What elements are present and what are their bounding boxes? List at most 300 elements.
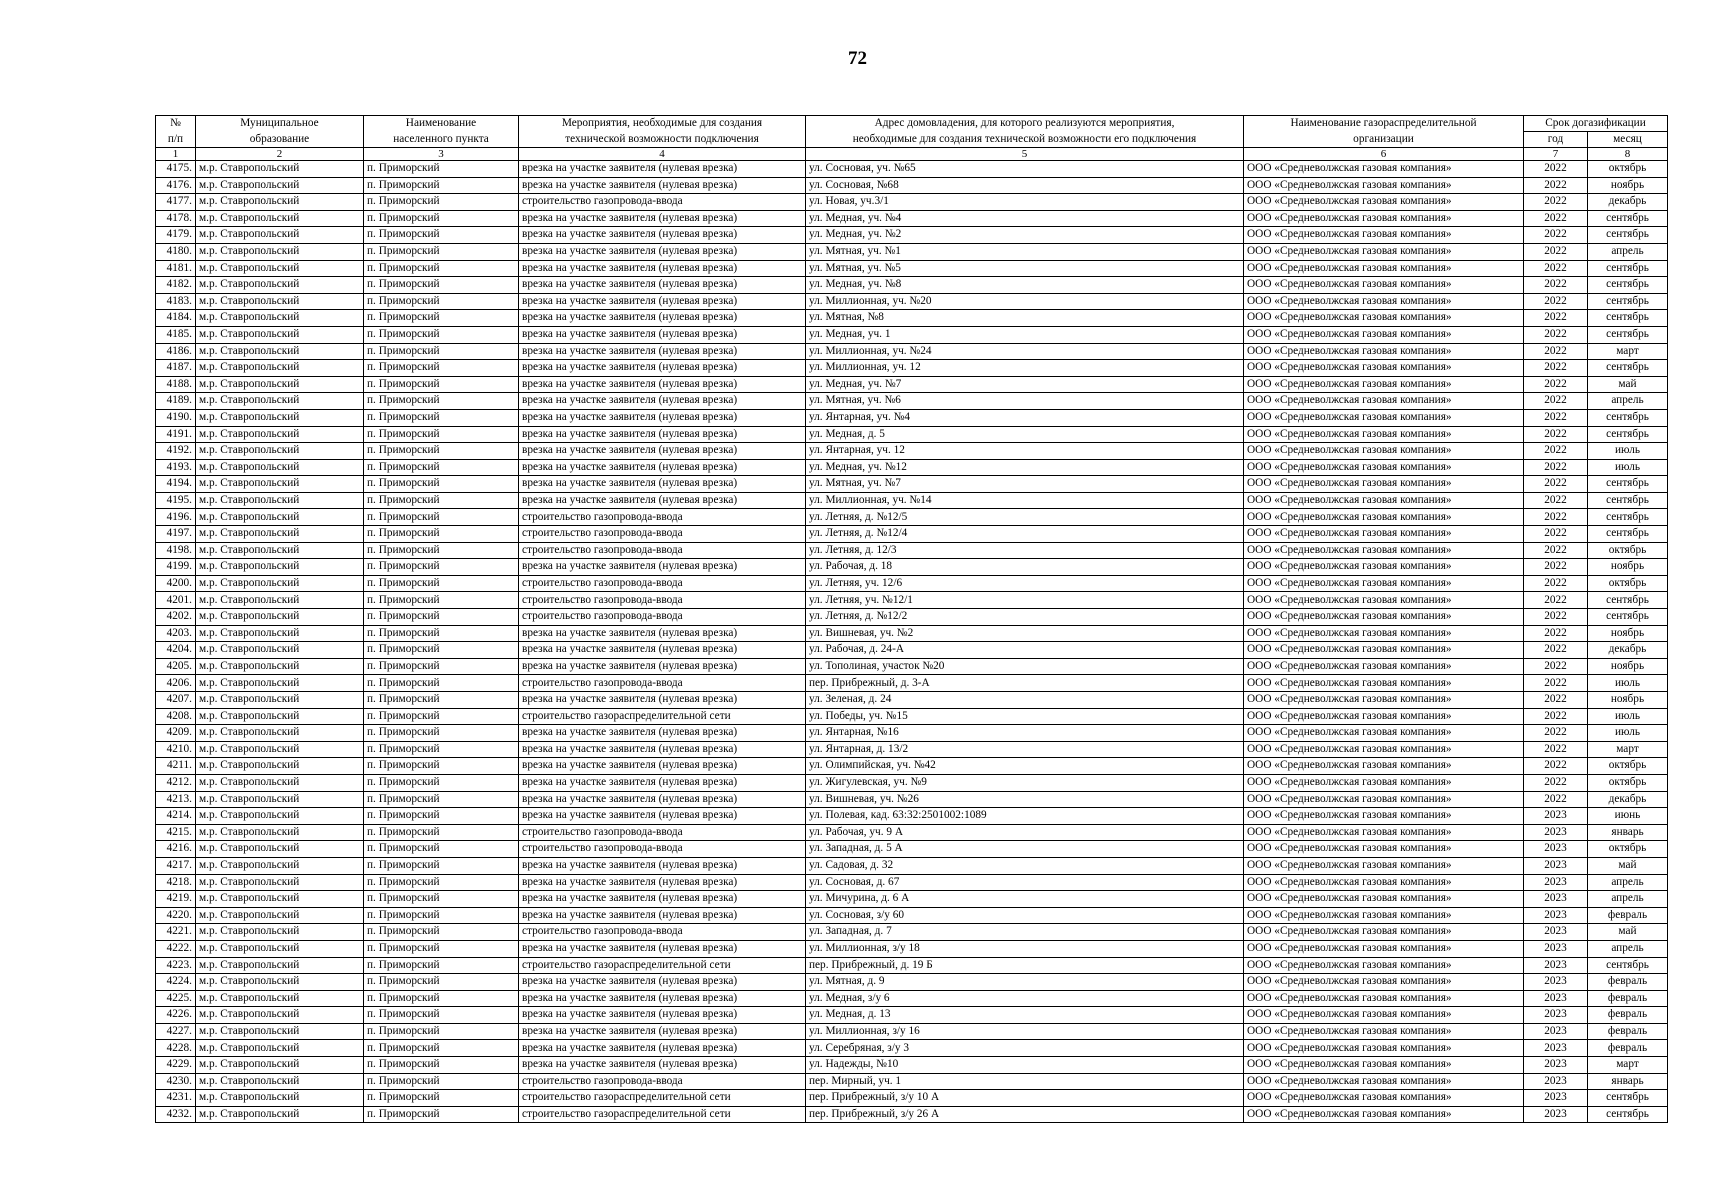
settlement-cell: п. Приморский bbox=[364, 642, 519, 659]
row-number: 4184. bbox=[156, 310, 196, 327]
settlement-cell: п. Приморский bbox=[364, 559, 519, 576]
settlement-cell: п. Приморский bbox=[364, 824, 519, 841]
address-cell: ул. Садовая, д. 32 bbox=[806, 857, 1244, 874]
organization-cell: ООО «Средневолжская газовая компания» bbox=[1244, 293, 1524, 310]
measure-cell: строительство газопровода-ввода bbox=[519, 575, 806, 592]
address-cell: ул. Зеленая, д. 24 bbox=[806, 692, 1244, 709]
row-number: 4206. bbox=[156, 675, 196, 692]
municipality-cell: м.р. Ставропольский bbox=[196, 376, 364, 393]
organization-cell: ООО «Средневолжская газовая компания» bbox=[1244, 974, 1524, 991]
municipality-cell: м.р. Ставропольский bbox=[196, 708, 364, 725]
table-row bbox=[156, 393, 1668, 410]
table-row bbox=[156, 277, 1668, 294]
year-cell: 2022 bbox=[1524, 409, 1588, 426]
municipality-cell: м.р. Ставропольский bbox=[196, 791, 364, 808]
measure-cell: врезка на участке заявителя (нулевая врезка) bbox=[519, 393, 806, 410]
organization-cell: ООО «Средневолжская газовая компания» bbox=[1244, 857, 1524, 874]
year-cell: 2022 bbox=[1524, 227, 1588, 244]
address-cell: ул. Вишневая, уч. №2 bbox=[806, 625, 1244, 642]
row-number: 4187. bbox=[156, 360, 196, 377]
year-cell: 2022 bbox=[1524, 310, 1588, 327]
settlement-cell: п. Приморский bbox=[364, 841, 519, 858]
municipality-cell: м.р. Ставропольский bbox=[196, 675, 364, 692]
settlement-cell: п. Приморский bbox=[364, 1106, 519, 1123]
municipality-cell: м.р. Ставропольский bbox=[196, 210, 364, 227]
address-cell: пер. Прибрежный, з/у 26 А bbox=[806, 1106, 1244, 1123]
measure-cell: строительство газопровода-ввода bbox=[519, 592, 806, 609]
table-row bbox=[156, 592, 1668, 609]
measure-cell: врезка на участке заявителя (нулевая врезка) bbox=[519, 243, 806, 260]
table-row bbox=[156, 957, 1668, 974]
year-cell: 2023 bbox=[1524, 1057, 1588, 1074]
month-cell: февраль bbox=[1588, 1007, 1668, 1024]
settlement-cell: п. Приморский bbox=[364, 1007, 519, 1024]
year-cell: 2023 bbox=[1524, 1073, 1588, 1090]
month-cell: февраль bbox=[1588, 907, 1668, 924]
year-cell: 2022 bbox=[1524, 675, 1588, 692]
municipality-cell: м.р. Ставропольский bbox=[196, 758, 364, 775]
municipality-cell: м.р. Ставропольский bbox=[196, 725, 364, 742]
table-row bbox=[156, 741, 1668, 758]
measure-cell: врезка на участке заявителя (нулевая врезка) bbox=[519, 177, 806, 194]
organization-cell: ООО «Средневолжская газовая компания» bbox=[1244, 1023, 1524, 1040]
organization-cell: ООО «Средневолжская газовая компания» bbox=[1244, 708, 1524, 725]
table-row bbox=[156, 575, 1668, 592]
row-number: 4182. bbox=[156, 277, 196, 294]
organization-cell: ООО «Средневолжская газовая компания» bbox=[1244, 343, 1524, 360]
address-cell: ул. Медная, з/у 6 bbox=[806, 990, 1244, 1007]
organization-cell: ООО «Средневолжская газовая компания» bbox=[1244, 243, 1524, 260]
address-cell: ул. Западная, д. 7 bbox=[806, 924, 1244, 941]
measure-cell: врезка на участке заявителя (нулевая врезка) bbox=[519, 974, 806, 991]
month-cell: февраль bbox=[1588, 1040, 1668, 1057]
organization-cell: ООО «Средневолжская газовая компания» bbox=[1244, 459, 1524, 476]
address-cell: ул. Летняя, д. 12/3 bbox=[806, 542, 1244, 559]
settlement-cell: п. Приморский bbox=[364, 210, 519, 227]
table-row bbox=[156, 293, 1668, 310]
municipality-cell: м.р. Ставропольский bbox=[196, 343, 364, 360]
table-row bbox=[156, 891, 1668, 908]
row-number: 4218. bbox=[156, 874, 196, 891]
table-row bbox=[156, 1023, 1668, 1040]
month-cell: сентябрь bbox=[1588, 260, 1668, 277]
month-cell: май bbox=[1588, 924, 1668, 941]
table-row bbox=[156, 326, 1668, 343]
settlement-cell: п. Приморский bbox=[364, 409, 519, 426]
column-number: 3 bbox=[364, 148, 519, 161]
month-cell: сентябрь bbox=[1588, 426, 1668, 443]
table-row bbox=[156, 360, 1668, 377]
address-cell: ул. Медная, д. 13 bbox=[806, 1007, 1244, 1024]
month-cell: октябрь bbox=[1588, 774, 1668, 791]
row-number: 4225. bbox=[156, 990, 196, 1007]
row-number: 4179. bbox=[156, 227, 196, 244]
year-cell: 2023 bbox=[1524, 824, 1588, 841]
settlement-cell: п. Приморский bbox=[364, 692, 519, 709]
settlement-cell: п. Приморский bbox=[364, 990, 519, 1007]
municipality-cell: м.р. Ставропольский bbox=[196, 526, 364, 543]
municipality-cell: м.р. Ставропольский bbox=[196, 1106, 364, 1123]
table-row bbox=[156, 509, 1668, 526]
address-cell: ул. Янтарная, уч. №4 bbox=[806, 409, 1244, 426]
municipality-cell: м.р. Ставропольский bbox=[196, 177, 364, 194]
year-cell: 2023 bbox=[1524, 1106, 1588, 1123]
table-row bbox=[156, 310, 1668, 327]
year-cell: 2022 bbox=[1524, 194, 1588, 211]
measure-cell: строительство газораспределительной сети bbox=[519, 957, 806, 974]
row-number: 4228. bbox=[156, 1040, 196, 1057]
municipality-cell: м.р. Ставропольский bbox=[196, 907, 364, 924]
municipality-cell: м.р. Ставропольский bbox=[196, 161, 364, 178]
organization-cell: ООО «Средневолжская газовая компания» bbox=[1244, 609, 1524, 626]
organization-cell: ООО «Средневолжская газовая компания» bbox=[1244, 1040, 1524, 1057]
organization-cell: ООО «Средневолжская газовая компания» bbox=[1244, 808, 1524, 825]
municipality-cell: м.р. Ставропольский bbox=[196, 1073, 364, 1090]
year-cell: 2022 bbox=[1524, 542, 1588, 559]
address-cell: ул. Олимпийская, уч. №42 bbox=[806, 758, 1244, 775]
table-row bbox=[156, 260, 1668, 277]
year-cell: 2023 bbox=[1524, 990, 1588, 1007]
municipality-cell: м.р. Ставропольский bbox=[196, 243, 364, 260]
municipality-cell: м.р. Ставропольский bbox=[196, 1023, 364, 1040]
month-cell: сентябрь bbox=[1588, 592, 1668, 609]
settlement-cell: п. Приморский bbox=[364, 1057, 519, 1074]
address-cell: ул. Сосновая, д. 67 bbox=[806, 874, 1244, 891]
measure-cell: врезка на участке заявителя (нулевая врезка) bbox=[519, 277, 806, 294]
year-cell: 2023 bbox=[1524, 940, 1588, 957]
table-row bbox=[156, 758, 1668, 775]
month-cell: май bbox=[1588, 376, 1668, 393]
organization-cell: ООО «Средневолжская газовая компания» bbox=[1244, 957, 1524, 974]
month-cell: октябрь bbox=[1588, 575, 1668, 592]
measure-cell: строительство газораспределительной сети bbox=[519, 1106, 806, 1123]
year-cell: 2022 bbox=[1524, 343, 1588, 360]
table-row bbox=[156, 177, 1668, 194]
settlement-cell: п. Приморский bbox=[364, 426, 519, 443]
address-cell: ул. Миллионная, з/у 16 bbox=[806, 1023, 1244, 1040]
measure-cell: врезка на участке заявителя (нулевая врезка) bbox=[519, 1007, 806, 1024]
settlement-cell: п. Приморский bbox=[364, 459, 519, 476]
address-cell: ул. Медная, уч. №8 bbox=[806, 277, 1244, 294]
column-number: 8 bbox=[1588, 148, 1668, 161]
measure-cell: строительство газопровода-ввода bbox=[519, 841, 806, 858]
header-col-num-line2: п/п bbox=[156, 132, 196, 148]
table-body bbox=[156, 161, 1668, 1123]
table-row bbox=[156, 1040, 1668, 1057]
municipality-cell: м.р. Ставропольский bbox=[196, 1040, 364, 1057]
municipality-cell: м.р. Ставропольский bbox=[196, 443, 364, 460]
settlement-cell: п. Приморский bbox=[364, 509, 519, 526]
settlement-cell: п. Приморский bbox=[364, 293, 519, 310]
row-number: 4188. bbox=[156, 376, 196, 393]
settlement-cell: п. Приморский bbox=[364, 675, 519, 692]
measure-cell: врезка на участке заявителя (нулевая врезка) bbox=[519, 409, 806, 426]
year-cell: 2022 bbox=[1524, 177, 1588, 194]
settlement-cell: п. Приморский bbox=[364, 492, 519, 509]
year-cell: 2022 bbox=[1524, 791, 1588, 808]
measure-cell: врезка на участке заявителя (нулевая врезка) bbox=[519, 1040, 806, 1057]
month-cell: сентябрь bbox=[1588, 1106, 1668, 1123]
municipality-cell: м.р. Ставропольский bbox=[196, 609, 364, 626]
settlement-cell: п. Приморский bbox=[364, 326, 519, 343]
municipality-cell: м.р. Ставропольский bbox=[196, 957, 364, 974]
settlement-cell: п. Приморский bbox=[364, 974, 519, 991]
address-cell: пер. Прибрежный, д. 19 Б bbox=[806, 957, 1244, 974]
row-number: 4180. bbox=[156, 243, 196, 260]
measure-cell: врезка на участке заявителя (нулевая врезка) bbox=[519, 459, 806, 476]
month-cell: февраль bbox=[1588, 1023, 1668, 1040]
organization-cell: ООО «Средневолжская газовая компания» bbox=[1244, 360, 1524, 377]
table-row bbox=[156, 459, 1668, 476]
year-cell: 2022 bbox=[1524, 426, 1588, 443]
year-cell: 2022 bbox=[1524, 625, 1588, 642]
year-cell: 2023 bbox=[1524, 907, 1588, 924]
table-row bbox=[156, 708, 1668, 725]
settlement-cell: п. Приморский bbox=[364, 957, 519, 974]
gasification-table bbox=[155, 115, 1668, 1123]
organization-cell: ООО «Средневолжская газовая компания» bbox=[1244, 758, 1524, 775]
municipality-cell: м.р. Ставропольский bbox=[196, 1007, 364, 1024]
address-cell: пер. Прибрежный, з/у 10 А bbox=[806, 1090, 1244, 1107]
month-cell: декабрь bbox=[1588, 642, 1668, 659]
table-row bbox=[156, 194, 1668, 211]
table-header bbox=[156, 116, 1668, 161]
year-cell: 2022 bbox=[1524, 692, 1588, 709]
municipality-cell: м.р. Ставропольский bbox=[196, 658, 364, 675]
organization-cell: ООО «Средневолжская газовая компания» bbox=[1244, 625, 1524, 642]
settlement-cell: п. Приморский bbox=[364, 376, 519, 393]
settlement-cell: п. Приморский bbox=[364, 625, 519, 642]
row-number: 4185. bbox=[156, 326, 196, 343]
header-col-year: год bbox=[1524, 132, 1588, 148]
organization-cell: ООО «Средневолжская газовая компания» bbox=[1244, 891, 1524, 908]
settlement-cell: п. Приморский bbox=[364, 891, 519, 908]
year-cell: 2023 bbox=[1524, 1023, 1588, 1040]
address-cell: ул. Летняя, д. №12/4 bbox=[806, 526, 1244, 543]
municipality-cell: м.р. Ставропольский bbox=[196, 409, 364, 426]
address-cell: ул. Рабочая, д. 24-А bbox=[806, 642, 1244, 659]
organization-cell: ООО «Средневолжская газовая компания» bbox=[1244, 310, 1524, 327]
organization-cell: ООО «Средневолжская газовая компания» bbox=[1244, 161, 1524, 178]
address-cell: ул. Западная, д. 5 А bbox=[806, 841, 1244, 858]
page-number: 72 bbox=[848, 48, 867, 69]
header-col-organization: Наименование газораспределительной bbox=[1244, 116, 1524, 132]
row-number: 4190. bbox=[156, 409, 196, 426]
column-number: 2 bbox=[196, 148, 364, 161]
address-cell: ул. Мятная, уч. №1 bbox=[806, 243, 1244, 260]
address-cell: ул. Миллионная, уч. №20 bbox=[806, 293, 1244, 310]
table-row bbox=[156, 642, 1668, 659]
row-number: 4229. bbox=[156, 1057, 196, 1074]
year-cell: 2022 bbox=[1524, 260, 1588, 277]
row-number: 4224. bbox=[156, 974, 196, 991]
row-number: 4201. bbox=[156, 592, 196, 609]
address-cell: пер. Мирный, уч. 1 bbox=[806, 1073, 1244, 1090]
table-row bbox=[156, 658, 1668, 675]
settlement-cell: п. Приморский bbox=[364, 277, 519, 294]
organization-cell: ООО «Средневолжская газовая компания» bbox=[1244, 741, 1524, 758]
measure-cell: врезка на участке заявителя (нулевая врезка) bbox=[519, 310, 806, 327]
month-cell: сентябрь bbox=[1588, 476, 1668, 493]
year-cell: 2022 bbox=[1524, 642, 1588, 659]
row-number: 4200. bbox=[156, 575, 196, 592]
address-cell: ул. Победы, уч. №15 bbox=[806, 708, 1244, 725]
address-cell: ул. Янтарная, уч. 12 bbox=[806, 443, 1244, 460]
municipality-cell: м.р. Ставропольский bbox=[196, 857, 364, 874]
month-cell: март bbox=[1588, 1057, 1668, 1074]
row-number: 4226. bbox=[156, 1007, 196, 1024]
organization-cell: ООО «Средневолжская газовая компания» bbox=[1244, 824, 1524, 841]
address-cell: ул. Мятная, уч. №6 bbox=[806, 393, 1244, 410]
measure-cell: врезка на участке заявителя (нулевая врезка) bbox=[519, 741, 806, 758]
table-row bbox=[156, 857, 1668, 874]
organization-cell: ООО «Средневолжская газовая компания» bbox=[1244, 1057, 1524, 1074]
municipality-cell: м.р. Ставропольский bbox=[196, 310, 364, 327]
settlement-cell: п. Приморский bbox=[364, 227, 519, 244]
address-cell: ул. Сосновая, уч. №65 bbox=[806, 161, 1244, 178]
municipality-cell: м.р. Ставропольский bbox=[196, 1090, 364, 1107]
organization-cell: ООО «Средневолжская газовая компания» bbox=[1244, 277, 1524, 294]
row-number: 4177. bbox=[156, 194, 196, 211]
measure-cell: врезка на участке заявителя (нулевая врезка) bbox=[519, 774, 806, 791]
measure-cell: строительство газопровода-ввода bbox=[519, 194, 806, 211]
table-row bbox=[156, 808, 1668, 825]
table-row bbox=[156, 243, 1668, 260]
address-cell: ул. Жигулевская, уч. №9 bbox=[806, 774, 1244, 791]
measure-cell: строительство газораспределительной сети bbox=[519, 1090, 806, 1107]
month-cell: апрель bbox=[1588, 393, 1668, 410]
table-row bbox=[156, 1007, 1668, 1024]
municipality-cell: м.р. Ставропольский bbox=[196, 194, 364, 211]
table-row bbox=[156, 1073, 1668, 1090]
measure-cell: врезка на участке заявителя (нулевая врезка) bbox=[519, 874, 806, 891]
month-cell: апрель bbox=[1588, 243, 1668, 260]
year-cell: 2022 bbox=[1524, 161, 1588, 178]
organization-cell: ООО «Средневолжская газовая компания» bbox=[1244, 542, 1524, 559]
table-row bbox=[156, 426, 1668, 443]
organization-cell: ООО «Средневолжская газовая компания» bbox=[1244, 725, 1524, 742]
address-cell: ул. Рабочая, уч. 9 А bbox=[806, 824, 1244, 841]
municipality-cell: м.р. Ставропольский bbox=[196, 891, 364, 908]
measure-cell: строительство газопровода-ввода bbox=[519, 526, 806, 543]
table-row bbox=[156, 990, 1668, 1007]
measure-cell: врезка на участке заявителя (нулевая врезка) bbox=[519, 940, 806, 957]
row-number: 4232. bbox=[156, 1106, 196, 1123]
month-cell: сентябрь bbox=[1588, 293, 1668, 310]
table-row bbox=[156, 210, 1668, 227]
address-cell: ул. Миллионная, уч. №14 bbox=[806, 492, 1244, 509]
header-col-settlement-line2: населенного пункта bbox=[364, 132, 519, 148]
header-col-measures: Мероприятия, необходимые для создания bbox=[519, 116, 806, 132]
row-number: 4204. bbox=[156, 642, 196, 659]
month-cell: сентябрь bbox=[1588, 409, 1668, 426]
municipality-cell: м.р. Ставропольский bbox=[196, 277, 364, 294]
month-cell: июль bbox=[1588, 675, 1668, 692]
settlement-cell: п. Приморский bbox=[364, 741, 519, 758]
settlement-cell: п. Приморский bbox=[364, 194, 519, 211]
measure-cell: врезка на участке заявителя (нулевая врезка) bbox=[519, 642, 806, 659]
year-cell: 2022 bbox=[1524, 774, 1588, 791]
month-cell: июнь bbox=[1588, 808, 1668, 825]
row-number: 4220. bbox=[156, 907, 196, 924]
settlement-cell: п. Приморский bbox=[364, 874, 519, 891]
organization-cell: ООО «Средневолжская газовая компания» bbox=[1244, 692, 1524, 709]
table-row bbox=[156, 974, 1668, 991]
table-row bbox=[156, 791, 1668, 808]
settlement-cell: п. Приморский bbox=[364, 592, 519, 609]
municipality-cell: м.р. Ставропольский bbox=[196, 824, 364, 841]
municipality-cell: м.р. Ставропольский bbox=[196, 1057, 364, 1074]
settlement-cell: п. Приморский bbox=[364, 260, 519, 277]
row-number: 4175. bbox=[156, 161, 196, 178]
municipality-cell: м.р. Ставропольский bbox=[196, 940, 364, 957]
measure-cell: врезка на участке заявителя (нулевая врезка) bbox=[519, 990, 806, 1007]
measure-cell: врезка на участке заявителя (нулевая врезка) bbox=[519, 692, 806, 709]
header-col-municipality-line2: образование bbox=[196, 132, 364, 148]
year-cell: 2022 bbox=[1524, 492, 1588, 509]
month-cell: июль bbox=[1588, 459, 1668, 476]
address-cell: ул. Мятная, №8 bbox=[806, 310, 1244, 327]
address-cell: ул. Рабочая, д. 18 bbox=[806, 559, 1244, 576]
table-row bbox=[156, 841, 1668, 858]
settlement-cell: п. Приморский bbox=[364, 161, 519, 178]
year-cell: 2022 bbox=[1524, 393, 1588, 410]
measure-cell: врезка на участке заявителя (нулевая врезка) bbox=[519, 1023, 806, 1040]
header-col-organization-line2: организации bbox=[1244, 132, 1524, 148]
month-cell: сентябрь bbox=[1588, 509, 1668, 526]
year-cell: 2022 bbox=[1524, 509, 1588, 526]
row-number: 4181. bbox=[156, 260, 196, 277]
table-row bbox=[156, 1106, 1668, 1123]
month-cell: ноябрь bbox=[1588, 692, 1668, 709]
table-row bbox=[156, 376, 1668, 393]
municipality-cell: м.р. Ставропольский bbox=[196, 559, 364, 576]
month-cell: май bbox=[1588, 857, 1668, 874]
row-number: 4178. bbox=[156, 210, 196, 227]
address-cell: ул. Сосновая, з/у 60 bbox=[806, 907, 1244, 924]
year-cell: 2023 bbox=[1524, 1007, 1588, 1024]
municipality-cell: м.р. Ставропольский bbox=[196, 360, 364, 377]
municipality-cell: м.р. Ставропольский bbox=[196, 293, 364, 310]
table-row bbox=[156, 824, 1668, 841]
year-cell: 2022 bbox=[1524, 592, 1588, 609]
organization-cell: ООО «Средневолжская газовая компания» bbox=[1244, 675, 1524, 692]
month-cell: сентябрь bbox=[1588, 1090, 1668, 1107]
row-number: 4223. bbox=[156, 957, 196, 974]
address-cell: ул. Мичурина, д. 6 А bbox=[806, 891, 1244, 908]
month-cell: сентябрь bbox=[1588, 227, 1668, 244]
column-number: 4 bbox=[519, 148, 806, 161]
address-cell: ул. Миллионная, з/у 18 bbox=[806, 940, 1244, 957]
organization-cell: ООО «Средневолжская газовая компания» bbox=[1244, 194, 1524, 211]
municipality-cell: м.р. Ставропольский bbox=[196, 426, 364, 443]
row-number: 4213. bbox=[156, 791, 196, 808]
settlement-cell: п. Приморский bbox=[364, 360, 519, 377]
organization-cell: ООО «Средневолжская газовая компания» bbox=[1244, 210, 1524, 227]
year-cell: 2023 bbox=[1524, 974, 1588, 991]
address-cell: ул. Медная, уч. №2 bbox=[806, 227, 1244, 244]
month-cell: сентябрь bbox=[1588, 277, 1668, 294]
month-cell: октябрь bbox=[1588, 841, 1668, 858]
address-cell: ул. Янтарная, д. 13/2 bbox=[806, 741, 1244, 758]
table-row bbox=[156, 675, 1668, 692]
table-row bbox=[156, 559, 1668, 576]
year-cell: 2022 bbox=[1524, 443, 1588, 460]
address-cell: ул. Летняя, д. №12/5 bbox=[806, 509, 1244, 526]
settlement-cell: п. Приморский bbox=[364, 708, 519, 725]
municipality-cell: м.р. Ставропольский bbox=[196, 542, 364, 559]
year-cell: 2022 bbox=[1524, 243, 1588, 260]
